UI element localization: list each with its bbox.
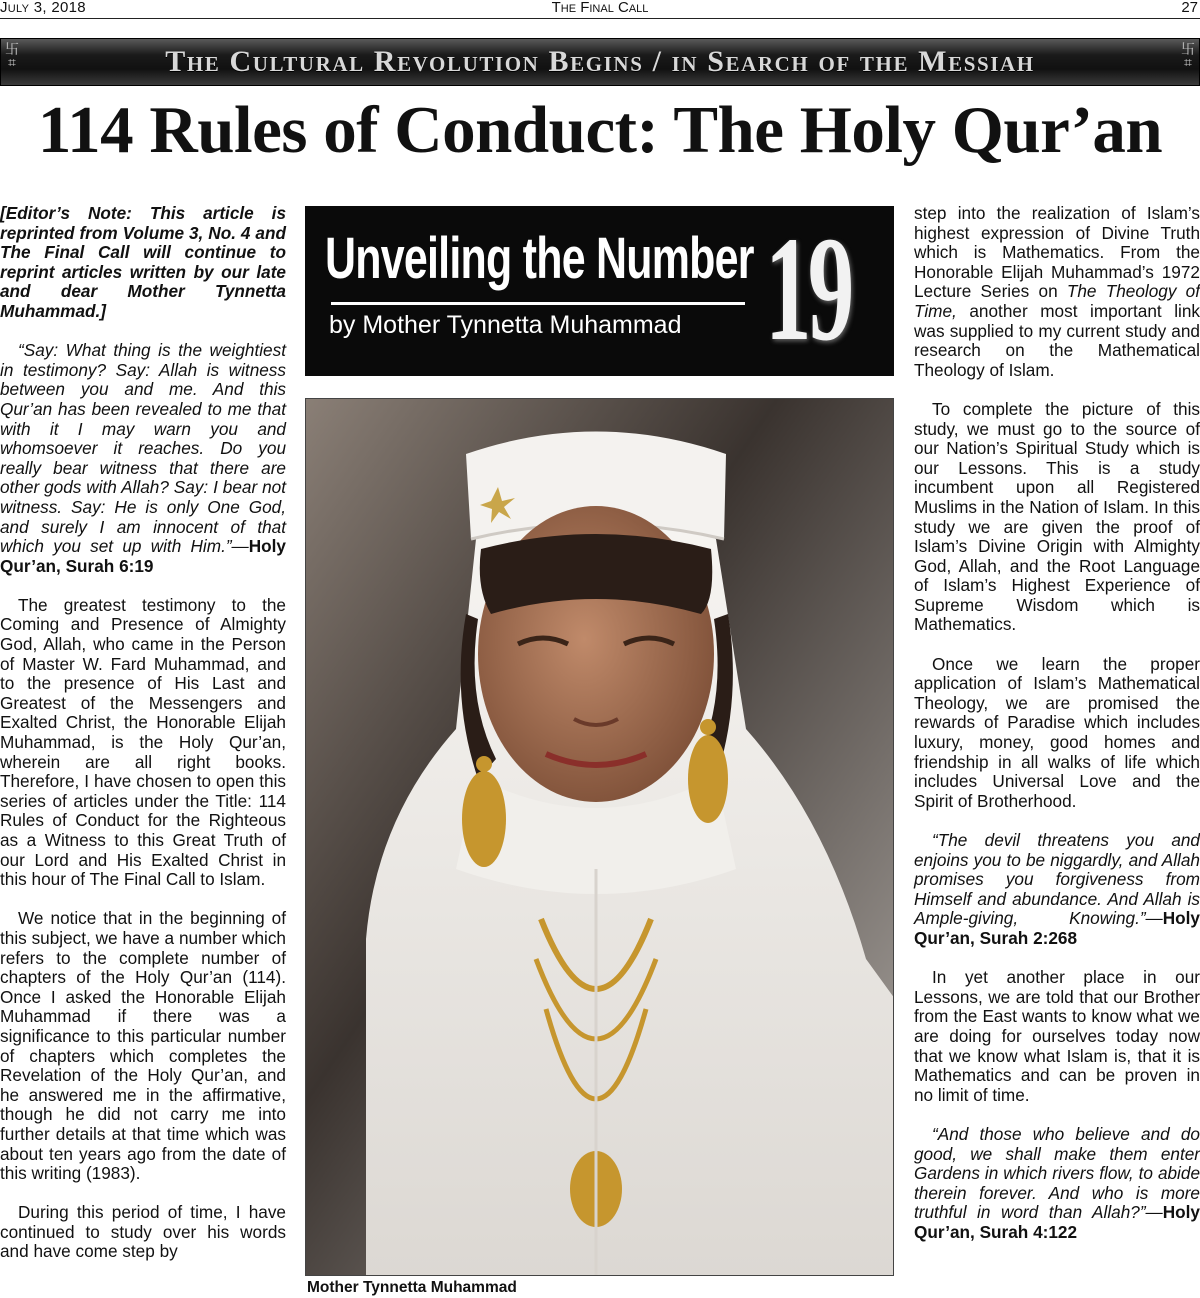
body-paragraph: In yet another place in our Lessons, we are told that our Brother from the East wants to know what we are doing for ourselves today now that we know what Islam is, that it is Mathematics and can be proven in no limit of time. xyxy=(914,967,1200,1105)
article-headline: 114 Rules of Conduct: The Holy Qur’an xyxy=(37,93,1163,167)
scripture-quote xyxy=(914,1125,1200,1243)
publication-name: The Final Call xyxy=(551,0,649,16)
section-banner-text: The Cultural Revolution Begins / in Search of the Messiah xyxy=(165,45,1035,78)
section-banner xyxy=(0,38,1200,86)
body-paragraph: Once we learn the proper application of Islam’s Mathematical Theology, we are promised the rewards of Paradise which includes luxury, money, good homes and friendship in all walks of life which includes Universal Love and the Spirit of Brotherhood. xyxy=(914,653,1200,811)
book-title: The Theology of Time, xyxy=(914,281,1200,321)
article-column-left xyxy=(0,204,286,1282)
quote-reference: Holy Qur’an, Surah 2:268 xyxy=(914,908,1200,948)
quote-text: “The devil threatens you and enjoins you to be niggardly, and Allah promises you forgiveness from Himself and abundance. And Allah is Ample-giving, Knowing.”— xyxy=(914,830,1200,929)
ornament-icon: 卐 ⌗ xyxy=(5,41,19,70)
issue-date: July 3, 2018 xyxy=(0,0,86,16)
portrait-photo xyxy=(305,398,894,1276)
ornament-icon: 卐 ⌗ xyxy=(1181,41,1195,70)
editor-note: [Editor’s Note: This article is reprinted from Volume 3, No. 4 and The Final Call will continue to reprint articles written by our late and dear Mother Tynnetta Muhammad.] xyxy=(0,203,286,321)
quote-reference: Holy Qur’an, Surah 4:122 xyxy=(914,1202,1200,1242)
series-title: Unveiling the Number xyxy=(325,226,754,291)
photo-caption: Mother Tynnetta Muhammad xyxy=(307,1279,517,1296)
scripture-quote xyxy=(0,341,286,576)
scripture-quote xyxy=(914,831,1200,949)
series-number: 19 xyxy=(765,206,851,372)
page-header xyxy=(0,0,1200,19)
quote-reference: Holy Qur’an, Surah 6:19 xyxy=(0,536,286,576)
body-paragraph xyxy=(914,204,1200,380)
series-title-graphic xyxy=(305,206,894,376)
body-paragraph: During this period of time, I have continued to study over his words and have come step by xyxy=(0,1202,286,1262)
article-column-right xyxy=(914,204,1200,1262)
quote-text: “And those who believe and do good, we shall make them enter Gardens in which rivers flow, to abide therein forever. And who is more truthful in word than Allah?”— xyxy=(914,1123,1200,1223)
body-paragraph: We notice that in the beginning of this subject, we have a number which refers to the complete number of chapters of the Holy Qur’an (114). Once I asked the Honorable Elijah Muhammad if there was a significance to this particular number of chapters which completes the Revelation of the Holy Qur’an, and he answered me in the affirmative, though he did not carry me into further details at that time which was about ten years ago from the date of this writing (1983). xyxy=(0,908,286,1184)
divider xyxy=(331,302,745,305)
body-text: another most important link was supplied to my current study and research on the Mathematical Theology of Islam. xyxy=(914,300,1200,380)
page-number: 27 xyxy=(1181,0,1198,16)
body-paragraph: The greatest testimony to the Coming and Presence of Almighty God, Allah, who came in the Person of Master W. Fard Muhammad, and to the presence of His Last and Greatest of the Messengers and Exalted Christ, the Honorable Elijah Muhammad, is the Holy Qur’an, wherein are all right books. Therefore, I have chosen to open this series of articles under the Title: 114 Rules of Conduct for the Righteous as a Witness to this Great Truth of our Lord and His Exalted Christ in this hour of The Final Call to Islam. xyxy=(0,594,286,890)
body-text: step into the realization of Islam’s highest expression of Divine Truth which is Mathematics. From the Honorable Elijah Muhammad’s 1972 Lecture Series on xyxy=(914,203,1200,302)
series-byline: by Mother Tynnetta Muhammad xyxy=(329,311,682,339)
quote-text: “Say: What thing is the weightiest in testimony? Say: Allah is witness between you and me. And this Qur’an has been revealed to me that with it I may warn you and whomsoever it reaches. Do you really bear witness that there are other gods with Allah? Say: I bear not witness. Say: He is only One God, and surely I am innocent of that which you set up with Him.”— xyxy=(0,340,286,557)
portrait-illustration xyxy=(306,399,894,1276)
body-paragraph: To complete the picture of this study, we must go to the source of our Nation’s Spiritual Study which is our Lessons. This is a study incumbent upon all Registered Muslims in the Nation of Islam. In this study we are given the proof of Islam’s Divine Origin with Almighty God, Allah, and the Root Language of Islam’s Highest Experience of Supreme Wisdom which is Mathematics. xyxy=(914,398,1200,635)
